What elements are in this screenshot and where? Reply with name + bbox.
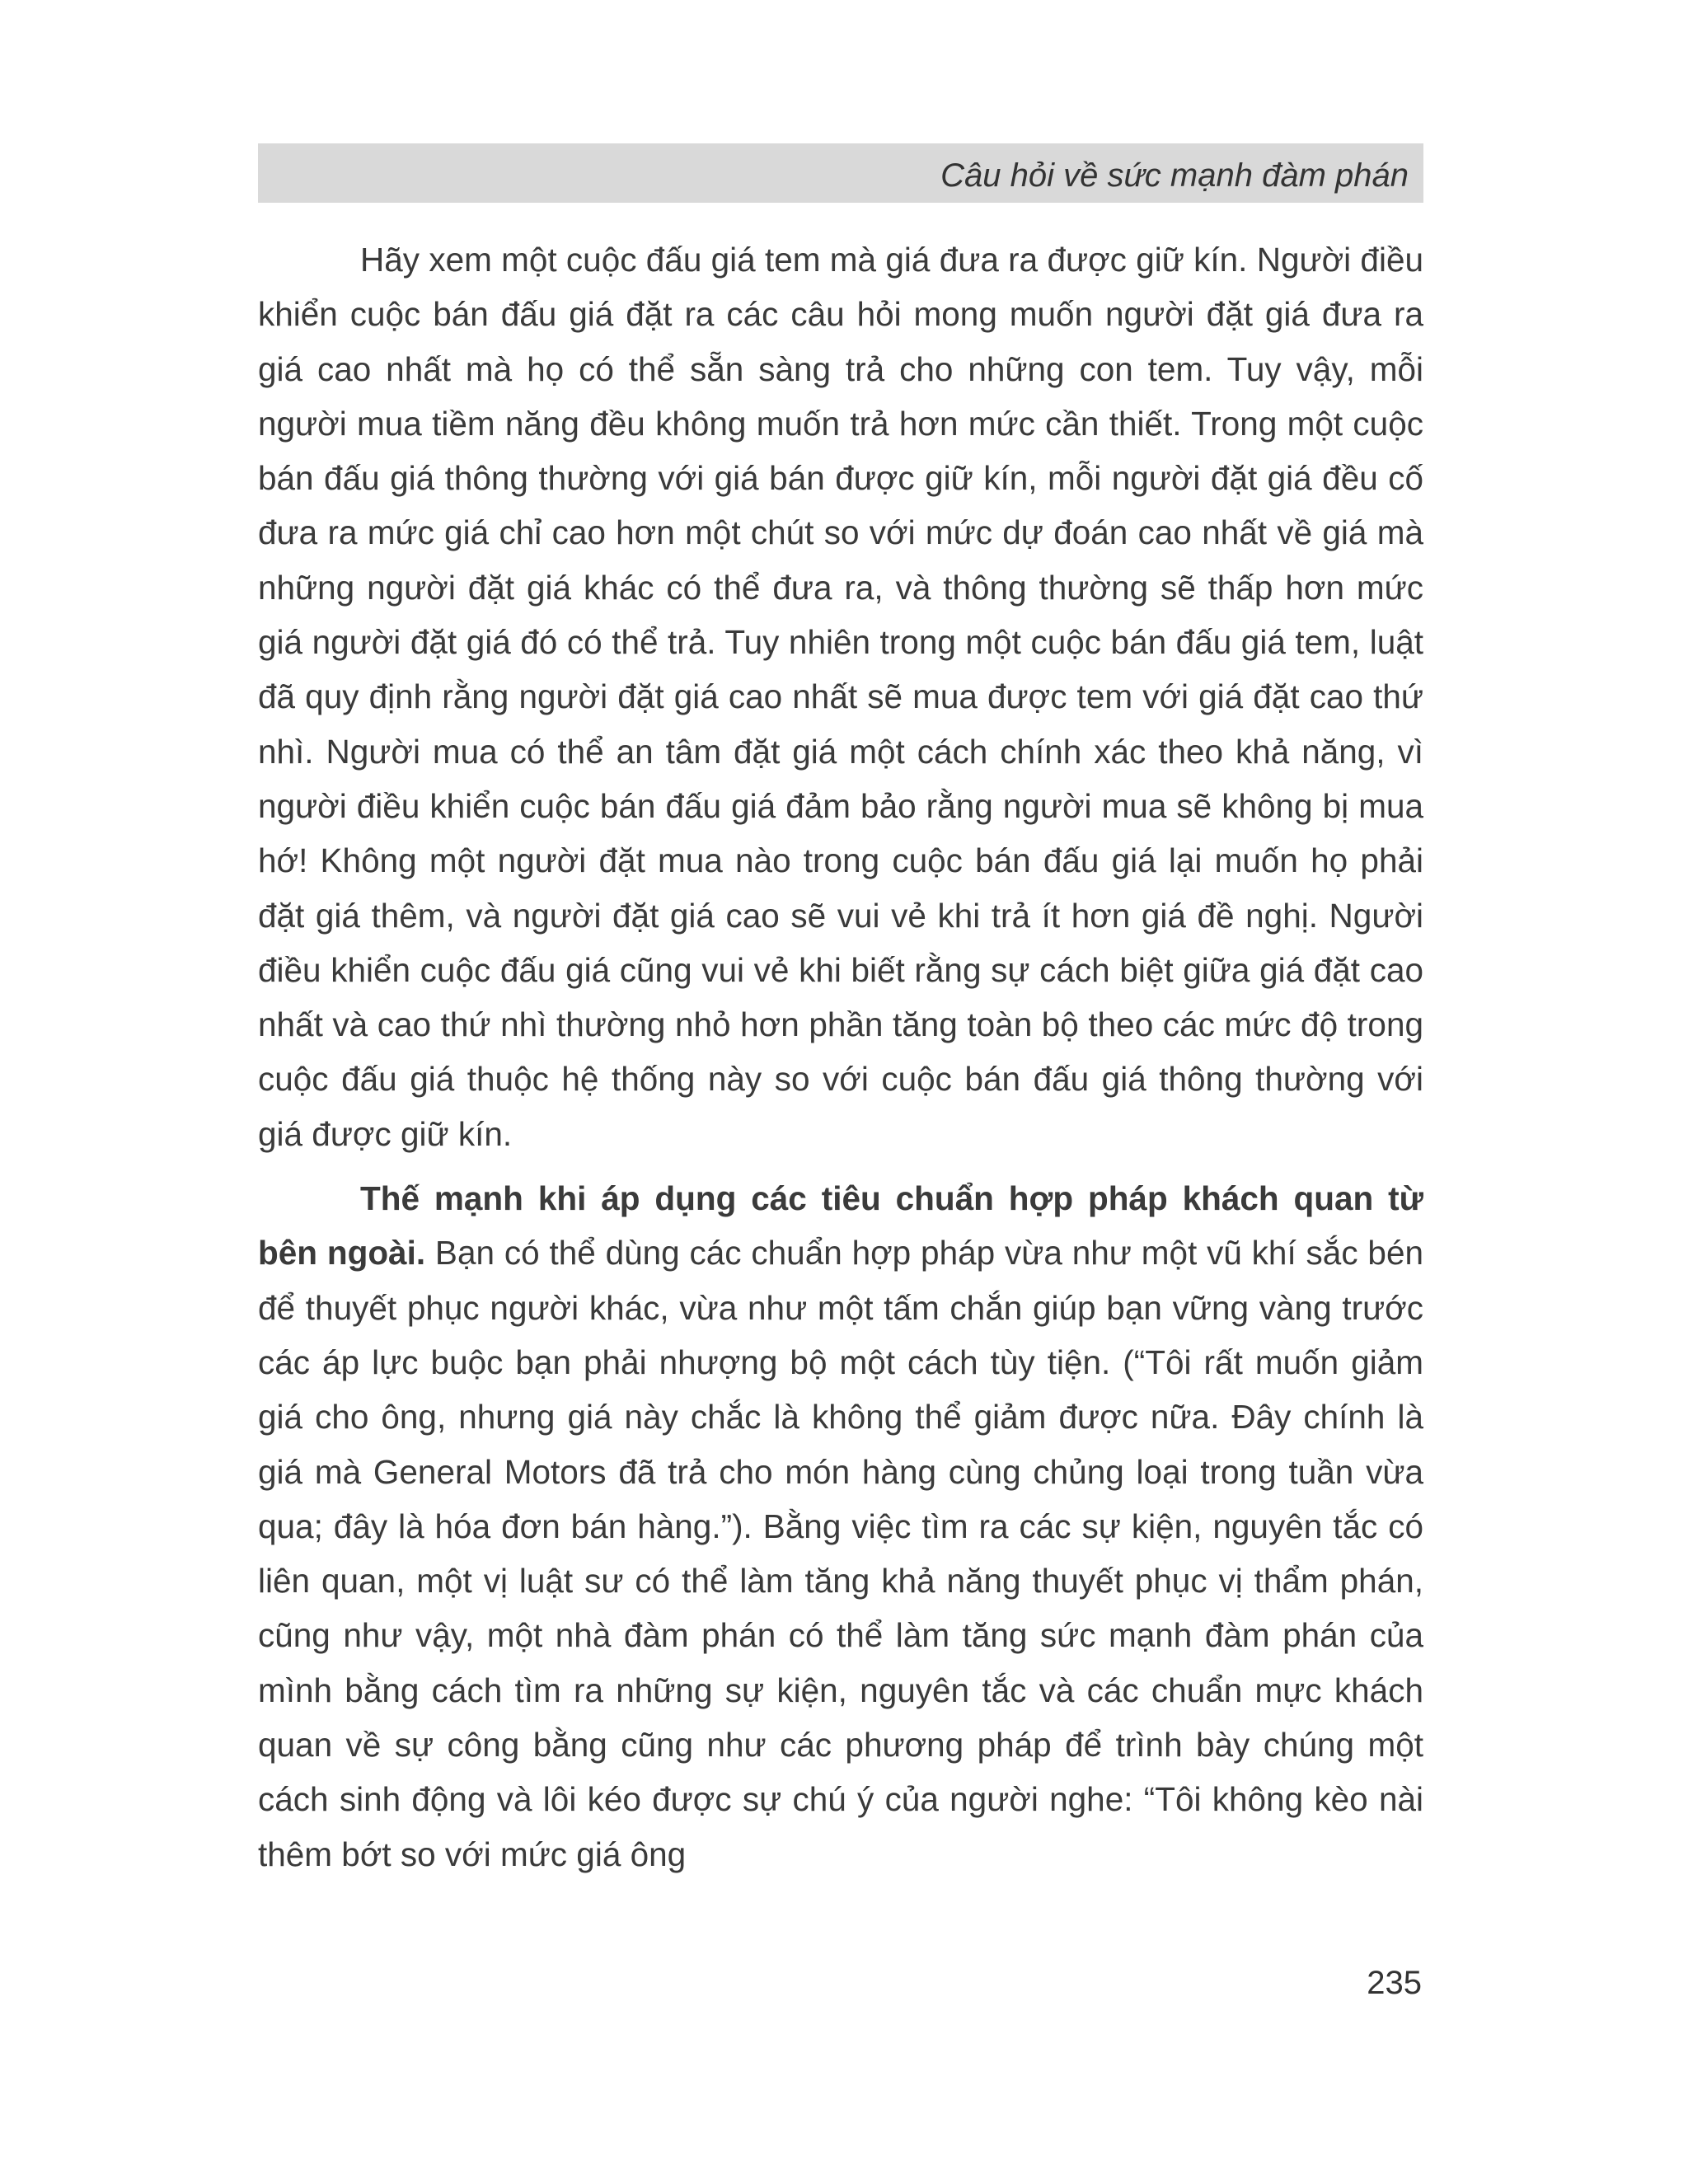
paragraph-bold-lead: Thế mạnh khi áp dụng các tiêu chuẩn hợp pháp khách quan từ bên ngoài. bbox=[258, 1179, 1423, 1272]
page-number: 235 bbox=[1367, 1965, 1422, 2001]
paragraph-auction bbox=[258, 232, 1423, 1161]
running-header bbox=[258, 143, 1423, 203]
body-text bbox=[258, 232, 1423, 1882]
paragraph-legitimacy bbox=[258, 1171, 1423, 1882]
paragraph-text: Hãy xem một cuộc đấu giá tem mà giá đưa ra được giữ kín. Người điều khiển cuộc bán đấu giá đặt ra các câu hỏi mong muốn người đặt giá đưa ra giá cao nhất mà họ có thể sẵn sàng trả cho những con tem. Tuy vậy, mỗi người mua tiềm năng đều không muốn trả hơn mức cần thiết. Trong một cuộc bán đấu giá thông thường với giá bán được giữ kín, mỗi người đặt giá đều cố đưa ra mức giá chỉ cao hơn một chút so với mức dự đoán cao nhất về giá mà những người đặt giá khác có thể đưa ra, và thông thường sẽ thấp hơn mức giá người đặt giá đó có thể trả. Tuy nhiên trong một cuộc bán đấu giá tem, luật đã quy định rằng người đặt giá cao nhất sẽ mua được tem với giá đặt cao thứ nhì. Người mua có thể an tâm đặt giá một cách chính xác theo khả năng, vì người điều khiển cuộc bán đấu giá đảm bảo rằng người mua sẽ không bị mua hớ! Không một người đặt mua nào trong cuộc bán đấu giá lại muốn họ phải đặt giá thêm, và người đặt giá cao sẽ vui vẻ khi trả ít hơn giá đề nghị. Người điều khiển cuộc đấu giá cũng vui vẻ khi biết rằng sự cách biệt giữa giá đặt cao nhất và cao thứ nhì thường nhỏ hơn phần tăng toàn bộ theo các mức độ trong cuộc đấu giá thuộc hệ thống này so với cuộc bán đấu giá thông thường với giá được giữ kín. bbox=[258, 241, 1423, 1153]
paragraph-text: Bạn có thể dùng các chuẩn hợp pháp vừa như một vũ khí sắc bén để thuyết phục người khác, vừa như một tấm chắn giúp bạn vững vàng trước các áp lực buộc bạn phải nhượng bộ một cách tùy tiện. (“Tôi rất muốn giảm giá cho ông, nhưng giá này chắc là không thể giảm được nữa. Đây chính là giá mà General Motors đã trả cho món hàng cùng chủng loại trong tuần vừa qua; đây là hóa đơn bán hàng.”). Bằng việc tìm ra các sự kiện, nguyên tắc có liên quan, một vị luật sư có thể làm tăng khả năng thuyết phục vị thẩm phán, cũng như vậy, một nhà đàm phán có thể làm tăng sức mạnh đàm phán của mình bằng cách tìm ra những sự kiện, nguyên tắc và các chuẩn mực khách quan về sự công bằng cũng như các phương pháp để trình bày chúng một cách sinh động và lôi kéo được sự chú ý của người nghe: “Tôi không kèo nài thêm bớt so với mức giá ông bbox=[258, 1234, 1423, 1873]
running-header-title: Câu hỏi về sức mạnh đàm phán bbox=[940, 157, 1409, 194]
